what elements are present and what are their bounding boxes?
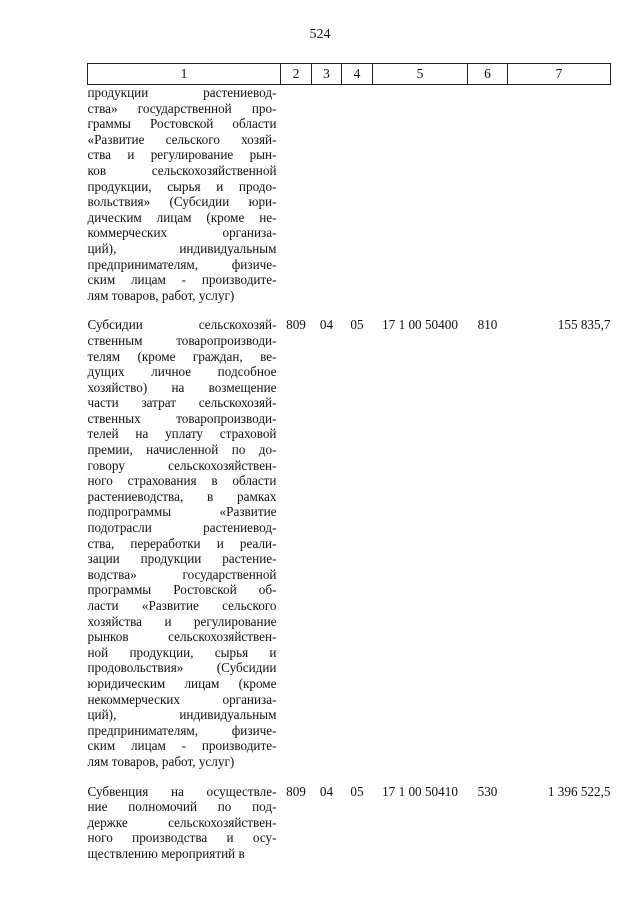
description-line: «Развитие сельского хозяй-	[87, 131, 277, 147]
description-line: продукции, сырья и продо-	[87, 178, 277, 194]
description-line: юридическим лицам (кроме	[87, 675, 277, 691]
description-line: ного страхования в области	[87, 473, 277, 489]
description-line: ства и регулирование рын-	[87, 147, 277, 163]
description-line: Субсидии сельскохозяй-	[87, 317, 277, 333]
description-line: телям (кроме граждан, ве-	[87, 348, 277, 364]
description-line: Субвенция на осуществле-	[87, 783, 277, 799]
description-line: предпринимателям, физиче-	[87, 256, 277, 272]
header-col-3: 3	[312, 64, 342, 85]
description-line: хозяйство) на возмещение	[87, 379, 277, 395]
description-line: зации продукции растение-	[87, 551, 277, 567]
table-row	[88, 303, 611, 769]
row-subsection-code: 05	[350, 317, 364, 333]
row-expense-type-code: 530	[477, 783, 498, 799]
description-line: ским лицам - производите-	[87, 738, 277, 754]
row-target-article-code: 17 1 00 50400	[382, 317, 458, 333]
description-line: подпрограммы «Развитие	[87, 504, 277, 520]
description-line: ществлению мероприятий в	[87, 845, 245, 861]
row-amount	[508, 85, 611, 304]
row-expense-type-code: 810	[477, 317, 498, 333]
description-line: лям товаров, работ, услуг)	[87, 753, 235, 769]
description-line: ций), индивидуальным	[87, 707, 277, 723]
description-line: ного производства и осу-	[87, 830, 277, 846]
description-line: программы Ростовской об-	[87, 582, 277, 598]
description-line: ским лицам - производите-	[87, 272, 277, 288]
description-line: премии, начисленной по до-	[87, 442, 277, 458]
description-line: ласти «Развитие сельского	[87, 598, 277, 613]
description-line: подотрасли растениевод-	[87, 520, 277, 536]
row-description	[88, 85, 281, 304]
description-line: лям товаров, работ, услуг)	[87, 287, 235, 303]
row-section-code: 04	[319, 317, 334, 333]
row-expense-type-code	[468, 85, 508, 304]
description-line: ций), индивидуальным	[87, 240, 277, 256]
row-section-code	[312, 85, 342, 304]
table-body	[88, 85, 611, 862]
description-line: некоммерческих организа-	[87, 691, 277, 707]
description-line: продовольствия» (Субсидии	[87, 660, 277, 676]
header-col-6: 6	[468, 64, 508, 85]
description-line: граммы Ростовской области	[87, 116, 277, 132]
description-line: водства» государственной	[87, 566, 277, 582]
description-line: говору сельскохозяйствен-	[87, 457, 277, 473]
description-line: части затрат сельскохозяй-	[87, 395, 277, 411]
row-description	[88, 303, 281, 769]
row-section-code: 04	[319, 783, 334, 799]
header-col-2: 2	[281, 64, 312, 85]
description-line: ственным товаропроизводи-	[87, 332, 277, 348]
description-line: вольствия» (Субсидии юри-	[87, 194, 277, 210]
description-line: ственных товаропроизводи-	[87, 410, 277, 426]
description-line: ние полномочий по под-	[87, 799, 277, 815]
table-header-row	[88, 64, 611, 85]
description-line: ства» государственной про-	[87, 100, 277, 116]
row-ministry-code	[281, 85, 312, 304]
row-target-article-code	[373, 85, 468, 304]
row-amount: 1 396 522,5	[547, 783, 611, 799]
description-line: дическим лицам (кроме не-	[87, 209, 277, 225]
row-subsection-code	[342, 85, 373, 304]
description-line: рынков сельскохозяйствен-	[87, 629, 277, 645]
description-line: телей на уплату страховой	[87, 426, 277, 442]
row-ministry-code: 809	[286, 317, 306, 333]
description-line: держке сельскохозяйствен-	[87, 814, 277, 830]
description-line: коммерческих организа-	[87, 225, 277, 241]
description-line: хозяйства и регулирование	[87, 613, 277, 629]
table-row	[88, 85, 611, 304]
description-line: продукции растениевод-	[87, 85, 277, 100]
table-row	[88, 770, 611, 862]
description-line: ной продукции, сырья и	[87, 644, 277, 660]
budget-table	[87, 63, 611, 862]
row-amount: 155 835,7	[557, 317, 611, 333]
row-target-article-code: 17 1 00 50410	[382, 783, 458, 799]
description-line: предпринимателям, физиче-	[87, 722, 277, 738]
description-line: ков сельскохозяйственной	[87, 162, 277, 178]
page-number: 524	[309, 27, 331, 42]
description-line: дущих личное подсобное	[87, 364, 277, 380]
description-line: ства, переработки и реали-	[87, 535, 277, 551]
row-subsection-code: 05	[350, 783, 364, 799]
row-ministry-code: 809	[286, 783, 306, 799]
header-col-4: 4	[342, 64, 373, 85]
header-col-5: 5	[373, 64, 468, 85]
header-col-7: 7	[508, 64, 611, 85]
row-description	[88, 770, 281, 862]
header-col-1: 1	[88, 64, 281, 85]
description-line: растениеводства, в рамках	[87, 488, 277, 504]
